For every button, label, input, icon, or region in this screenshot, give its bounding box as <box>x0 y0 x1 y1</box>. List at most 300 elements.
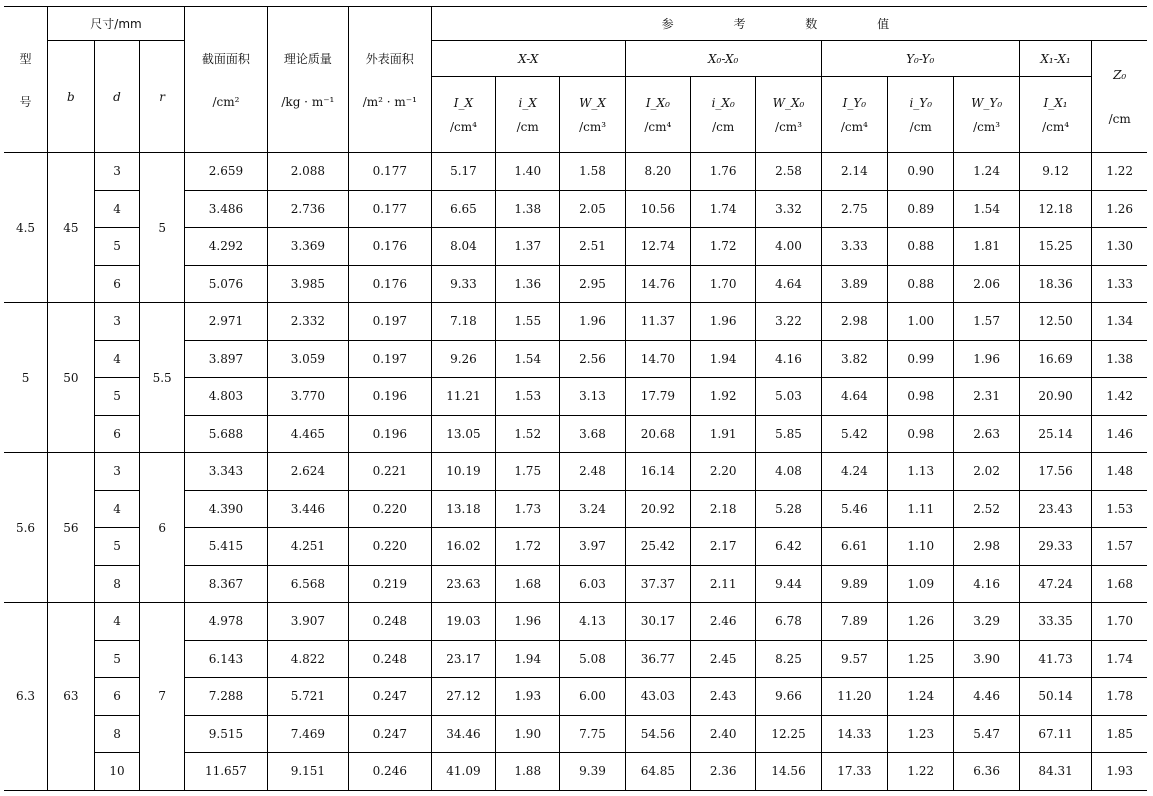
mass-cell: 5.721 <box>267 678 348 716</box>
ref-value-cell: 2.17 <box>691 528 756 566</box>
mass-label: 理论质量 <box>283 52 332 66</box>
axis-group-x: X-X <box>431 41 625 77</box>
ref-value-cell: 2.20 <box>691 453 756 491</box>
ref-value-cell: 1.93 <box>496 678 560 716</box>
surface-cell: 0.247 <box>348 715 431 753</box>
ref-value-cell: 4.00 <box>756 228 821 266</box>
mass-cell: 6.568 <box>267 565 348 603</box>
mass-unit: /kg · m⁻¹ <box>281 95 335 109</box>
surface-header <box>348 7 431 153</box>
mass-cell: 2.736 <box>267 190 348 228</box>
ref-value-cell: 1.53 <box>496 378 560 416</box>
ref-value-cell: 10.56 <box>625 190 690 228</box>
ref-value-cell: 6.65 <box>431 190 495 228</box>
surface-cell: 0.196 <box>348 415 431 453</box>
ref-value-cell: 1.91 <box>691 415 756 453</box>
ref-value-cell: 1.74 <box>691 190 756 228</box>
ref-value-cell: 1.24 <box>954 153 1019 191</box>
mass-cell: 3.369 <box>267 228 348 266</box>
area-cell: 11.657 <box>184 753 267 791</box>
ref-col-header <box>888 77 954 153</box>
dim-d-cell: 4 <box>94 490 140 528</box>
mass-cell: 2.624 <box>267 453 348 491</box>
ref-value-cell: 16.69 <box>1019 340 1092 378</box>
ref-value-cell: 1.96 <box>691 303 756 341</box>
ref-value-cell: 12.25 <box>756 715 821 753</box>
ref-value-cell: 5.28 <box>756 490 821 528</box>
dim-d-cell: 4 <box>94 190 140 228</box>
surface-cell: 0.176 <box>348 265 431 303</box>
ref-value-cell: 2.98 <box>954 528 1019 566</box>
ref-value-cell: 2.98 <box>821 303 887 341</box>
z0-header <box>1092 41 1147 153</box>
dim-d-header: d <box>94 41 140 153</box>
ref-col-header <box>1019 77 1092 153</box>
reference-values-header <box>431 7 1147 41</box>
steel-angle-spec-table-wrapper <box>4 6 1147 791</box>
ref-col-symbol: I_Y₀ <box>842 95 867 110</box>
ref-value-cell: 2.18 <box>691 490 756 528</box>
ref-value-cell: 34.46 <box>431 715 495 753</box>
dim-b-cell: 63 <box>48 603 95 791</box>
z0-cell: 1.38 <box>1092 340 1147 378</box>
axis-group-y0: Y₀-Y₀ <box>821 41 1019 77</box>
ref-value-cell: 1.52 <box>496 415 560 453</box>
ref-value-cell: 14.56 <box>756 753 821 791</box>
ref-value-cell: 2.56 <box>560 340 625 378</box>
dim-r-header: r <box>140 41 185 153</box>
surface-cell: 0.177 <box>348 153 431 191</box>
ref-value-cell: 20.92 <box>625 490 690 528</box>
z0-unit: /cm <box>1108 111 1131 126</box>
dim-d-cell: 3 <box>94 153 140 191</box>
ref-value-cell: 29.33 <box>1019 528 1092 566</box>
type-header-top: 型 <box>19 51 32 66</box>
dim-b-cell: 45 <box>48 153 95 303</box>
ref-value-cell: 4.64 <box>756 265 821 303</box>
ref-value-cell: 1.75 <box>496 453 560 491</box>
area-cell: 7.288 <box>184 678 267 716</box>
surface-cell: 0.177 <box>348 190 431 228</box>
ref-col-unit: /cm⁴ <box>449 119 477 134</box>
table-row <box>4 603 1147 641</box>
ref-value-cell: 9.66 <box>756 678 821 716</box>
dim-d-cell: 5 <box>94 640 140 678</box>
ref-value-cell: 2.45 <box>691 640 756 678</box>
ref-value-cell: 0.98 <box>888 415 954 453</box>
dim-r-cell: 6 <box>140 453 185 603</box>
ref-value-cell: 37.37 <box>625 565 690 603</box>
mass-cell: 3.446 <box>267 490 348 528</box>
surface-cell: 0.221 <box>348 453 431 491</box>
ref-value-cell: 1.72 <box>691 228 756 266</box>
ref-value-cell: 16.02 <box>431 528 495 566</box>
ref-value-cell: 12.50 <box>1019 303 1092 341</box>
table-head <box>4 7 1147 153</box>
z0-cell: 1.78 <box>1092 678 1147 716</box>
surface-cell: 0.246 <box>348 753 431 791</box>
ref-value-cell: 9.39 <box>560 753 625 791</box>
ref-col-symbol: W_X <box>579 95 606 110</box>
ref-value-cell: 13.05 <box>431 415 495 453</box>
ref-value-cell: 30.17 <box>625 603 690 641</box>
z0-cell: 1.85 <box>1092 715 1147 753</box>
ref-value-cell: 1.40 <box>496 153 560 191</box>
z0-cell: 1.93 <box>1092 753 1147 791</box>
dim-r-cell: 5 <box>140 153 185 303</box>
ref-value-cell: 7.89 <box>821 603 887 641</box>
table-row <box>4 303 1147 341</box>
area-unit: /cm² <box>212 95 240 109</box>
z0-cell: 1.74 <box>1092 640 1147 678</box>
ref-value-cell: 7.75 <box>560 715 625 753</box>
ref-value-cell: 6.00 <box>560 678 625 716</box>
mass-cell: 4.822 <box>267 640 348 678</box>
dim-d-cell: 8 <box>94 565 140 603</box>
ref-value-cell: 23.17 <box>431 640 495 678</box>
dim-d-cell: 6 <box>94 415 140 453</box>
ref-value-cell: 1.25 <box>888 640 954 678</box>
dim-d-cell: 5 <box>94 378 140 416</box>
ref-col-header <box>954 77 1019 153</box>
ref-value-cell: 12.74 <box>625 228 690 266</box>
ref-col-header <box>691 77 756 153</box>
ref-value-cell: 6.36 <box>954 753 1019 791</box>
ref-col-symbol: I_X₀ <box>645 95 670 110</box>
mass-cell: 2.332 <box>267 303 348 341</box>
ref-value-cell: 1.96 <box>560 303 625 341</box>
ref-value-cell: 5.17 <box>431 153 495 191</box>
ref-value-cell: 2.05 <box>560 190 625 228</box>
z0-cell: 1.53 <box>1092 490 1147 528</box>
ref-value-cell: 1.94 <box>691 340 756 378</box>
area-header <box>184 7 267 153</box>
ref-value-cell: 2.02 <box>954 453 1019 491</box>
surface-cell: 0.248 <box>348 640 431 678</box>
ref-col-unit: /cm⁴ <box>1042 119 1070 134</box>
type-cell: 5 <box>4 303 48 453</box>
ref-value-cell: 2.95 <box>560 265 625 303</box>
ref-value-cell: 84.31 <box>1019 753 1092 791</box>
dim-d-cell: 4 <box>94 340 140 378</box>
ref-value-cell: 3.24 <box>560 490 625 528</box>
ref-value-cell: 8.25 <box>756 640 821 678</box>
ref-value-cell: 1.96 <box>496 603 560 641</box>
dim-d-cell: 5 <box>94 228 140 266</box>
mass-cell: 9.151 <box>267 753 348 791</box>
ref-col-unit: /cm³ <box>973 119 1001 134</box>
dim-d-cell: 6 <box>94 265 140 303</box>
ref-value-cell: 7.18 <box>431 303 495 341</box>
ref-value-cell: 1.55 <box>496 303 560 341</box>
dim-d-cell: 10 <box>94 753 140 791</box>
ref-col-unit: /cm <box>516 119 539 134</box>
surface-cell: 0.219 <box>348 565 431 603</box>
ref-col-header <box>496 77 560 153</box>
ref-value-cell: 1.68 <box>496 565 560 603</box>
z0-cell: 1.33 <box>1092 265 1147 303</box>
ref-value-cell: 2.31 <box>954 378 1019 416</box>
type-cell: 5.6 <box>4 453 48 603</box>
ref-value-cell: 1.73 <box>496 490 560 528</box>
area-cell: 5.688 <box>184 415 267 453</box>
mass-cell: 4.465 <box>267 415 348 453</box>
ref-col-symbol: W_X₀ <box>772 95 805 110</box>
ref-value-cell: 4.64 <box>821 378 887 416</box>
ref-value-cell: 43.03 <box>625 678 690 716</box>
reference-values-label: 参 考 数 值 <box>661 17 918 31</box>
ref-col-header <box>821 77 887 153</box>
ref-value-cell: 3.22 <box>756 303 821 341</box>
mass-cell: 4.251 <box>267 528 348 566</box>
ref-value-cell: 1.54 <box>954 190 1019 228</box>
surface-cell: 0.248 <box>348 603 431 641</box>
ref-value-cell: 41.09 <box>431 753 495 791</box>
ref-value-cell: 1.26 <box>888 603 954 641</box>
z0-cell: 1.26 <box>1092 190 1147 228</box>
ref-value-cell: 4.16 <box>756 340 821 378</box>
ref-col-symbol: i_X₀ <box>711 95 735 110</box>
mass-cell: 2.088 <box>267 153 348 191</box>
dim-r-cell: 7 <box>140 603 185 791</box>
dim-d-cell: 3 <box>94 303 140 341</box>
table-body <box>4 153 1147 791</box>
dim-b-cell: 50 <box>48 303 95 453</box>
ref-value-cell: 3.90 <box>954 640 1019 678</box>
ref-value-cell: 17.56 <box>1019 453 1092 491</box>
ref-value-cell: 9.12 <box>1019 153 1092 191</box>
ref-value-cell: 9.44 <box>756 565 821 603</box>
ref-value-cell: 3.33 <box>821 228 887 266</box>
ref-value-cell: 10.19 <box>431 453 495 491</box>
ref-value-cell: 14.76 <box>625 265 690 303</box>
ref-col-header <box>431 77 495 153</box>
area-cell: 2.659 <box>184 153 267 191</box>
mass-cell: 3.985 <box>267 265 348 303</box>
ref-value-cell: 19.03 <box>431 603 495 641</box>
dim-d-cell: 6 <box>94 678 140 716</box>
ref-value-cell: 20.68 <box>625 415 690 453</box>
surface-unit: /m² · m⁻¹ <box>362 95 417 109</box>
area-cell: 4.390 <box>184 490 267 528</box>
ref-value-cell: 8.20 <box>625 153 690 191</box>
ref-col-symbol: i_Y₀ <box>909 95 933 110</box>
ref-value-cell: 2.46 <box>691 603 756 641</box>
z0-cell: 1.46 <box>1092 415 1147 453</box>
ref-value-cell: 5.08 <box>560 640 625 678</box>
ref-value-cell: 3.29 <box>954 603 1019 641</box>
table-row <box>4 453 1147 491</box>
ref-value-cell: 3.32 <box>756 190 821 228</box>
ref-value-cell: 9.57 <box>821 640 887 678</box>
ref-value-cell: 14.70 <box>625 340 690 378</box>
dim-r-cell: 5.5 <box>140 303 185 453</box>
area-cell: 3.897 <box>184 340 267 378</box>
ref-value-cell: 5.47 <box>954 715 1019 753</box>
ref-value-cell: 2.06 <box>954 265 1019 303</box>
ref-value-cell: 33.35 <box>1019 603 1092 641</box>
type-cell: 4.5 <box>4 153 48 303</box>
ref-value-cell: 1.57 <box>954 303 1019 341</box>
ref-value-cell: 1.22 <box>888 753 954 791</box>
ref-value-cell: 1.37 <box>496 228 560 266</box>
ref-value-cell: 67.11 <box>1019 715 1092 753</box>
ref-value-cell: 1.94 <box>496 640 560 678</box>
ref-col-header <box>756 77 821 153</box>
ref-value-cell: 25.42 <box>625 528 690 566</box>
ref-value-cell: 2.52 <box>954 490 1019 528</box>
dim-d-cell: 5 <box>94 528 140 566</box>
ref-value-cell: 3.82 <box>821 340 887 378</box>
ref-value-cell: 36.77 <box>625 640 690 678</box>
ref-value-cell: 4.46 <box>954 678 1019 716</box>
ref-value-cell: 1.38 <box>496 190 560 228</box>
type-cell: 6.3 <box>4 603 48 791</box>
table-row <box>4 153 1147 191</box>
ref-value-cell: 2.36 <box>691 753 756 791</box>
ref-value-cell: 17.79 <box>625 378 690 416</box>
ref-value-cell: 54.56 <box>625 715 690 753</box>
type-header-bottom: 号 <box>19 94 32 109</box>
mass-cell: 3.059 <box>267 340 348 378</box>
ref-value-cell: 13.18 <box>431 490 495 528</box>
mass-cell: 3.907 <box>267 603 348 641</box>
z0-cell: 1.70 <box>1092 603 1147 641</box>
ref-col-unit: /cm⁴ <box>644 119 672 134</box>
ref-value-cell: 1.09 <box>888 565 954 603</box>
z0-cell: 1.48 <box>1092 453 1147 491</box>
ref-col-header <box>625 77 690 153</box>
ref-value-cell: 0.98 <box>888 378 954 416</box>
ref-col-unit: /cm⁴ <box>840 119 868 134</box>
area-cell: 4.803 <box>184 378 267 416</box>
dim-d-cell: 8 <box>94 715 140 753</box>
ref-value-cell: 2.14 <box>821 153 887 191</box>
ref-value-cell: 4.24 <box>821 453 887 491</box>
surface-cell: 0.196 <box>348 378 431 416</box>
ref-value-cell: 23.43 <box>1019 490 1092 528</box>
z0-cell: 1.68 <box>1092 565 1147 603</box>
ref-value-cell: 1.11 <box>888 490 954 528</box>
area-cell: 3.343 <box>184 453 267 491</box>
ref-value-cell: 2.51 <box>560 228 625 266</box>
dim-b-header: b <box>48 41 95 153</box>
surface-label: 外表面积 <box>365 52 414 66</box>
dimension-group-header: 尺寸/mm <box>48 7 185 41</box>
ref-value-cell: 1.96 <box>954 340 1019 378</box>
surface-cell: 0.197 <box>348 340 431 378</box>
ref-value-cell: 5.42 <box>821 415 887 453</box>
z0-cell: 1.34 <box>1092 303 1147 341</box>
ref-value-cell: 3.68 <box>560 415 625 453</box>
ref-value-cell: 0.88 <box>888 265 954 303</box>
ref-value-cell: 0.99 <box>888 340 954 378</box>
ref-value-cell: 15.25 <box>1019 228 1092 266</box>
area-cell: 2.971 <box>184 303 267 341</box>
ref-value-cell: 6.61 <box>821 528 887 566</box>
ref-value-cell: 9.89 <box>821 565 887 603</box>
ref-value-cell: 9.33 <box>431 265 495 303</box>
area-label: 截面面积 <box>201 52 250 66</box>
ref-value-cell: 12.18 <box>1019 190 1092 228</box>
ref-value-cell: 11.20 <box>821 678 887 716</box>
ref-value-cell: 1.88 <box>496 753 560 791</box>
z0-cell: 1.57 <box>1092 528 1147 566</box>
type-header <box>4 7 48 153</box>
mass-cell: 7.469 <box>267 715 348 753</box>
area-cell: 9.515 <box>184 715 267 753</box>
ref-col-symbol: I_X <box>453 95 474 110</box>
ref-value-cell: 1.92 <box>691 378 756 416</box>
mass-header <box>267 7 348 153</box>
ref-value-cell: 1.90 <box>496 715 560 753</box>
ref-value-cell: 1.10 <box>888 528 954 566</box>
dim-b-cell: 56 <box>48 453 95 603</box>
ref-value-cell: 1.13 <box>888 453 954 491</box>
surface-cell: 0.176 <box>348 228 431 266</box>
ref-value-cell: 0.88 <box>888 228 954 266</box>
ref-value-cell: 47.24 <box>1019 565 1092 603</box>
surface-cell: 0.220 <box>348 528 431 566</box>
ref-value-cell: 11.21 <box>431 378 495 416</box>
ref-col-unit: /cm <box>909 119 932 134</box>
ref-col-unit: /cm <box>712 119 735 134</box>
ref-value-cell: 4.08 <box>756 453 821 491</box>
ref-value-cell: 4.13 <box>560 603 625 641</box>
ref-value-cell: 5.03 <box>756 378 821 416</box>
ref-col-header <box>560 77 625 153</box>
ref-value-cell: 3.13 <box>560 378 625 416</box>
ref-value-cell: 2.48 <box>560 453 625 491</box>
area-cell: 4.978 <box>184 603 267 641</box>
ref-value-cell: 2.43 <box>691 678 756 716</box>
ref-value-cell: 1.00 <box>888 303 954 341</box>
ref-value-cell: 23.63 <box>431 565 495 603</box>
ref-value-cell: 1.24 <box>888 678 954 716</box>
ref-value-cell: 50.14 <box>1019 678 1092 716</box>
ref-value-cell: 25.14 <box>1019 415 1092 453</box>
ref-value-cell: 2.40 <box>691 715 756 753</box>
ref-value-cell: 41.73 <box>1019 640 1092 678</box>
ref-value-cell: 5.46 <box>821 490 887 528</box>
area-cell: 4.292 <box>184 228 267 266</box>
ref-col-symbol: I_X₁ <box>1043 95 1068 110</box>
ref-value-cell: 11.37 <box>625 303 690 341</box>
ref-value-cell: 2.75 <box>821 190 887 228</box>
surface-cell: 0.197 <box>348 303 431 341</box>
ref-value-cell: 6.42 <box>756 528 821 566</box>
ref-value-cell: 3.89 <box>821 265 887 303</box>
ref-value-cell: 8.04 <box>431 228 495 266</box>
ref-value-cell: 1.76 <box>691 153 756 191</box>
ref-value-cell: 6.03 <box>560 565 625 603</box>
ref-value-cell: 27.12 <box>431 678 495 716</box>
ref-col-symbol: i_X <box>518 95 537 110</box>
ref-value-cell: 20.90 <box>1019 378 1092 416</box>
z0-cell: 1.22 <box>1092 153 1147 191</box>
ref-value-cell: 1.72 <box>496 528 560 566</box>
mass-cell: 3.770 <box>267 378 348 416</box>
ref-value-cell: 1.54 <box>496 340 560 378</box>
area-cell: 5.415 <box>184 528 267 566</box>
ref-value-cell: 16.14 <box>625 453 690 491</box>
ref-value-cell: 1.70 <box>691 265 756 303</box>
ref-col-unit: /cm³ <box>579 119 607 134</box>
steel-angle-spec-table <box>4 6 1147 791</box>
ref-value-cell: 3.97 <box>560 528 625 566</box>
ref-value-cell: 4.16 <box>954 565 1019 603</box>
ref-value-cell: 64.85 <box>625 753 690 791</box>
